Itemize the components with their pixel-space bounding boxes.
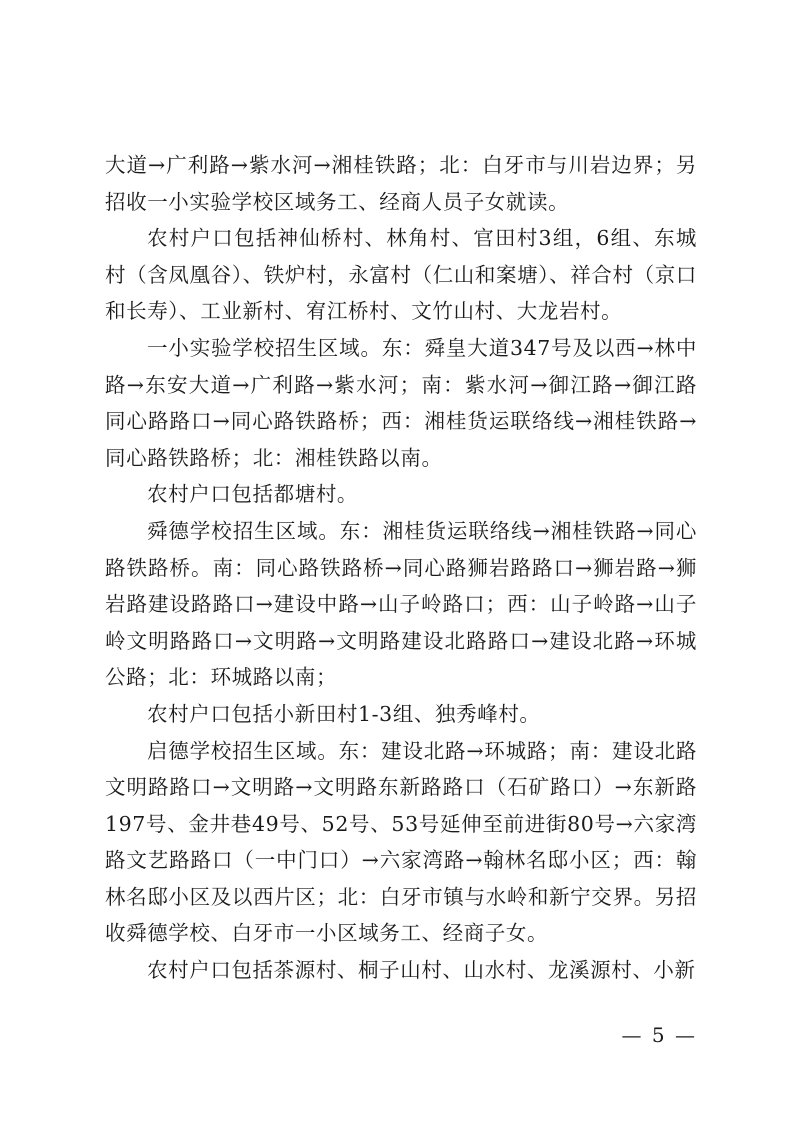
- paragraph-yixiao-enrollment-area: 一小实验学校招生区域。东：舜皇大道347号及以西→林中路→东安大道→广利路→紫水河；南：紫水河→御江路→御江路同心路路口→同心路铁路桥；西：湘桂货运联络线→湘桂铁路→同心路铁路桥；北：湘桂铁路以南。: [105, 335, 697, 470]
- paragraph-rural-households-2: 农村户口包括都塘村。: [147, 482, 359, 507]
- paragraph-rural-households-4: 农村户口包括茶源村、桐子山村、山水村、龙溪源村、小新: [147, 958, 696, 983]
- paragraph-rural-households-3: 农村户口包括小新田村1-3组、独秀峰村。: [147, 701, 541, 726]
- paragraph-shunde-enrollment-area: 舜德学校招生区域。东：湘桂货运联络线→湘桂铁路→同心路铁路桥。南：同心路铁路桥→同心路狮岩路路口→狮岩路→狮岩路建设路路口→建设中路→山子岭路口；西：山子岭路→山子岭文明路路口→文明路→文明路建设北路路口→建设北路→环城公路；北：环城路以南；: [105, 518, 697, 690]
- paragraph-qide-enrollment-area: 启德学校招生区域。东：建设北路→环城路；南：建设北路文明路路口→文明路→文明路东新路路口（石矿路口）→东新路197号、金井巷49号、52号、53号延伸至前进街80号→六家湾路文艺路路口（一中门口）→六家湾路→翰林名邸小区；西：翰林名邸小区及以西片区；北：白牙市镇与水岭和新宁交界。另招收舜德学校、白牙市一小区域务工、经商子女。: [105, 738, 697, 946]
- paragraph-continuation: 大道→广利路→紫水河→湘桂铁路；北：白牙市与川岩边界；另招收一小实验学校区域务工、经商人员子女就读。: [105, 153, 697, 214]
- paragraph-rural-households-1: 农村户口包括神仙桥村、林角村、官田村3组，6组、东城村（含凤凰谷）、铁炉村，永富村（仁山和案塘）、祥合村（京口和长寿）、工业新村、宥江桥村、文竹山村、大龙岩村。: [105, 226, 697, 324]
- body-text: [105, 147, 697, 989]
- page-number: — 5 —: [621, 1023, 697, 1047]
